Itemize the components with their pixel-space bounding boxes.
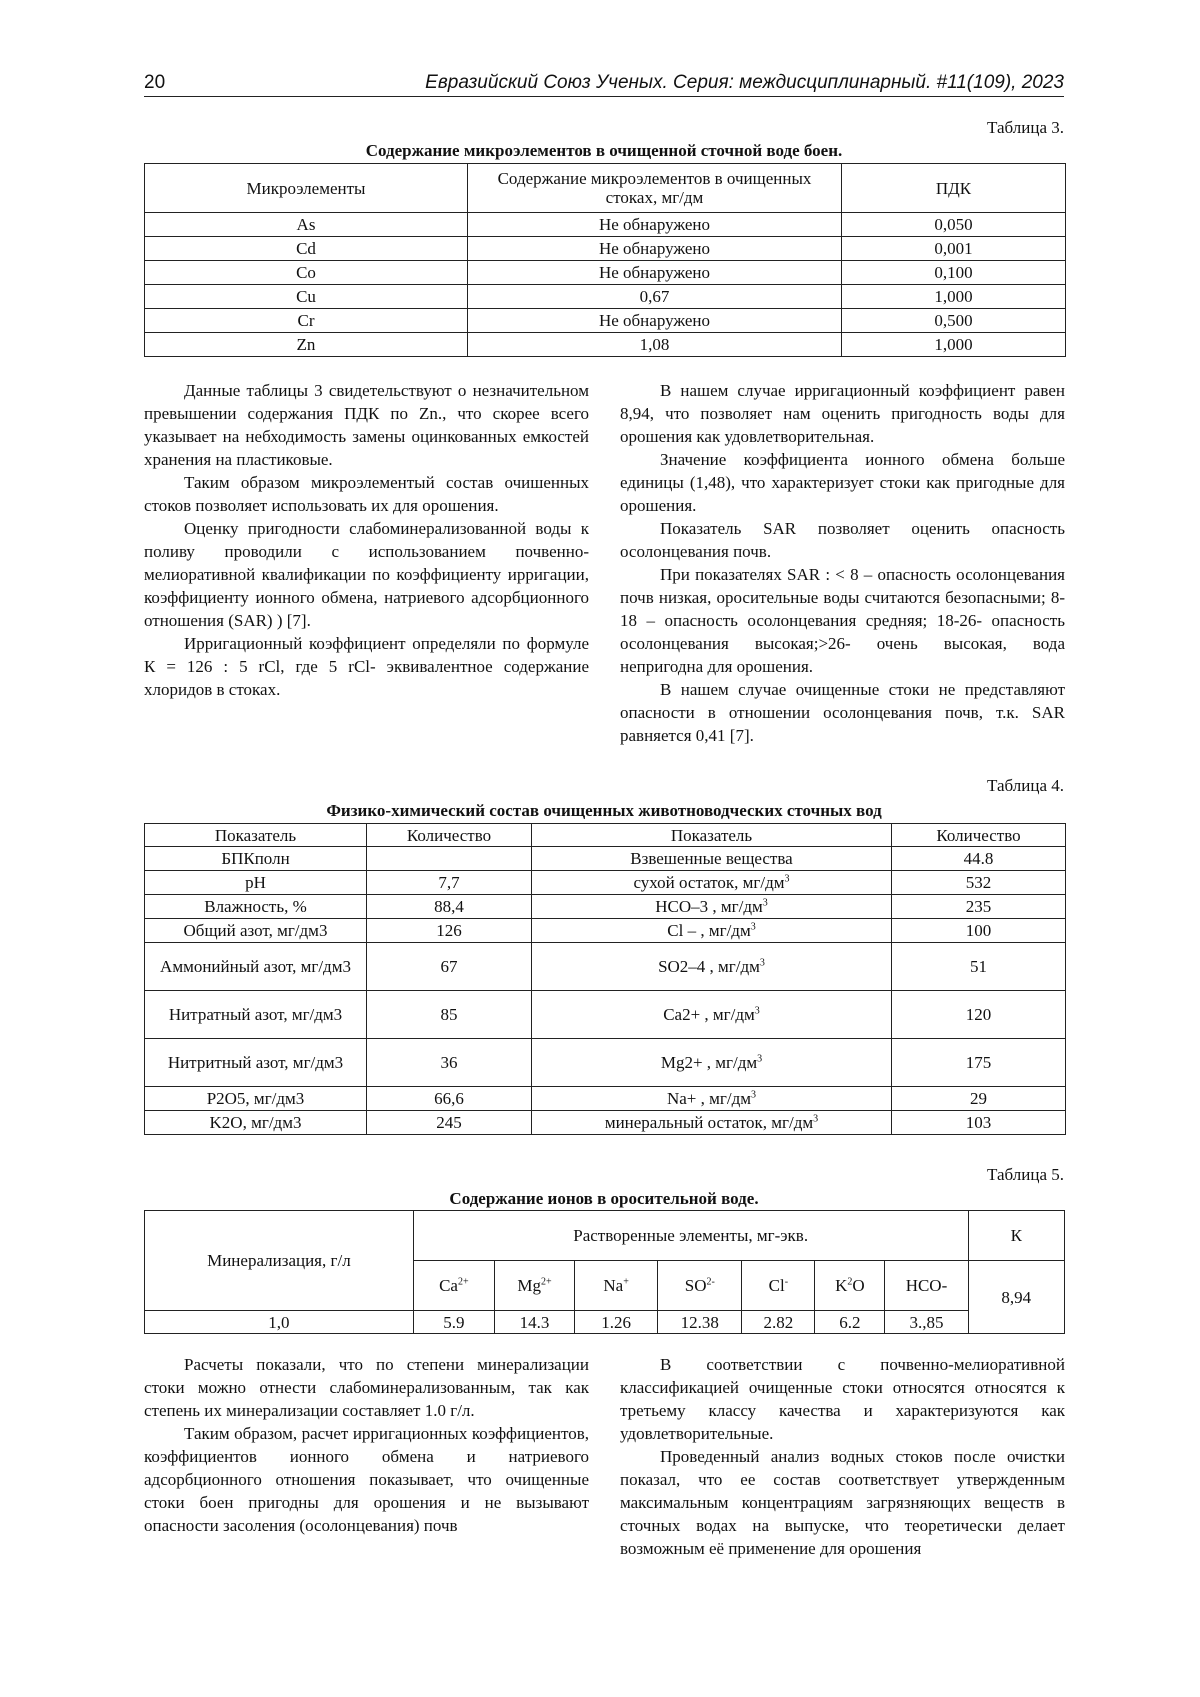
- paragraph: Ирригационный коэффициент определяли по формуле К = 126 : 5 rCl, где 5 rCl- эквивалентное содержание хлоридов в стоках.: [144, 634, 589, 699]
- indicator-name: SO2–4 ,: [658, 957, 714, 976]
- table3-title: Содержание микроэлементов в очищенной сточной воде боен.: [365, 141, 843, 160]
- table-cell: P2O5, мг/дм3: [145, 1087, 367, 1111]
- k-header: К: [968, 1211, 1064, 1261]
- table-cell: 1,000: [842, 333, 1066, 357]
- table-row: [145, 213, 1066, 237]
- table-row: [145, 309, 1066, 333]
- table5-header-row: [145, 1211, 1065, 1261]
- unit-exponent: 3: [754, 1005, 760, 1017]
- table-cell: As: [145, 213, 468, 237]
- table-row: [145, 285, 1066, 309]
- unit: мг/дм: [709, 1089, 752, 1108]
- running-header: [144, 70, 1064, 97]
- paragraph: В нашем случае ирригационный коэффициент равен 8,94, что позволяет нам оценить пригодность воды для орошения как удовлетворительная.: [620, 381, 1065, 446]
- table-cell: 6.2: [815, 1311, 885, 1334]
- table-cell: 1,08: [468, 333, 842, 357]
- table-row: [145, 1087, 1066, 1111]
- table-cell: 0,001: [842, 237, 1066, 261]
- ion-header: $K^2O$: [815, 1261, 885, 1311]
- table-row: [145, 847, 1066, 871]
- table5-caption: Таблица 5.: [987, 1165, 1064, 1184]
- table-cell: 0,67: [468, 285, 842, 309]
- unit-exponent: 3: [757, 1053, 763, 1065]
- table-row: [145, 895, 1066, 919]
- table-cell: 0,500: [842, 309, 1066, 333]
- unit-exponent: 3: [762, 897, 768, 909]
- unit-exponent: 3: [759, 957, 765, 969]
- table-cell: Взвешенные вещества: [532, 847, 892, 871]
- indicator-name: Na+ ,: [666, 1089, 705, 1108]
- table-cell: pH: [145, 871, 367, 895]
- table4-header-cell: Показатель: [145, 824, 367, 847]
- indicator-name: Cl – ,: [667, 921, 705, 940]
- table-cell: [532, 943, 892, 991]
- table-cell: [532, 1111, 892, 1135]
- table-cell: Аммонийный азот, мг/дм3: [145, 943, 367, 991]
- paragraph: В соответствии с почвенно-мелиоративной классификацией очищенные стоки относятся относятся к третьему классу качества и характеризуются как удовлетворительные.: [620, 1355, 1065, 1443]
- table3-caption: Таблица 3.: [987, 118, 1064, 137]
- table-cell: 88,4: [367, 895, 532, 919]
- indicator-name: сухой остаток,: [633, 873, 739, 892]
- unit: мг/дм: [742, 873, 785, 892]
- table-cell: Cd: [145, 237, 468, 261]
- indicator-name: Mg2+ ,: [660, 1053, 712, 1072]
- mineralization-header: Минерализация, г/л: [145, 1211, 414, 1311]
- table-cell: Нитритный азот, мг/дм3: [145, 1039, 367, 1087]
- table-row: [145, 1039, 1066, 1087]
- table-cell: БПКполн: [145, 847, 367, 871]
- table-row: [145, 1111, 1066, 1135]
- table-cell: Не обнаружено: [468, 213, 842, 237]
- table-row: [145, 943, 1066, 991]
- indicator-name: HCO–3 ,: [655, 897, 717, 916]
- unit: мг/дм: [712, 1005, 755, 1024]
- table5-title: Содержание ионов в оросительной воде.: [449, 1189, 759, 1208]
- table-cell: [532, 919, 892, 943]
- table-cell: Zn: [145, 333, 468, 357]
- table-cell: 245: [367, 1111, 532, 1135]
- table-row: [145, 871, 1066, 895]
- table-cell: [532, 895, 892, 919]
- table-cell: Не обнаружено: [468, 309, 842, 333]
- text2-right-column: [620, 1353, 1065, 1560]
- table4-caption: Таблица 4.: [987, 776, 1064, 795]
- paragraph: В нашем случае очищенные стоки не представляют опасности в отношении осолонцевания почв, т.к. SAR равняется 0,41 [7].: [620, 680, 1065, 745]
- text1-left-column: [144, 379, 589, 701]
- table-cell: [532, 1039, 892, 1087]
- table-cell: 85: [367, 991, 532, 1039]
- ion-header: Cl-: [742, 1261, 815, 1311]
- table-cell: 175: [892, 1039, 1066, 1087]
- table-cell: 5.9: [413, 1311, 494, 1334]
- indicator-name: минеральный остаток,: [604, 1113, 768, 1132]
- table-cell: Cr: [145, 309, 468, 333]
- ion-header: HCO-: [885, 1261, 968, 1311]
- table-cell: 532: [892, 871, 1066, 895]
- indicator-name: Ca2+ ,: [663, 1005, 709, 1024]
- table-cell: 67: [367, 943, 532, 991]
- paragraph: При показателях SAR : < 8 – опасность осолонцевания почв низкая, оросительные воды считаются безопасными; 8-18 – опасность осолонцевания средняя; 18-26- опасность осолонцевания высокая;>26- очень высокая, вода непригодна для орошения.: [620, 565, 1065, 676]
- table4-header-cell: Показатель: [532, 824, 892, 847]
- table-row: [145, 237, 1066, 261]
- table3-header-cell: Микроэлементы: [145, 164, 468, 213]
- table-cell: 7,7: [367, 871, 532, 895]
- paragraph: Таким образом, расчет ирригационных коэффициентов, коэффициентов ионного обмена и натриевого адсорбционного отношения показывает, что очищенные стоки боен пригодны для орошения и не вызывают опасности засоления (осолонцевания) почв: [144, 1424, 589, 1535]
- table3-header-row: [145, 164, 1066, 213]
- table5: [144, 1210, 1065, 1334]
- table-cell: K2O, мг/дм3: [145, 1111, 367, 1135]
- table-cell: Co: [145, 261, 468, 285]
- table3-header-cell: Содержание микроэлементов в очищенных стоках, мг/дм: [468, 164, 842, 213]
- table-cell: 0,100: [842, 261, 1066, 285]
- paragraph: Данные таблицы 3 свидетельствуют о незначительном превышении содержания ПДК по Zn., что скорее всего указывает на небходимость замены оцинкованных емкостей хранения на пластиковые.: [144, 381, 589, 469]
- table-cell: Общий азот, мг/дм3: [145, 919, 367, 943]
- table-cell: Не обнаружено: [468, 261, 842, 285]
- table-cell: 51: [892, 943, 1066, 991]
- unit: мг/дм: [718, 957, 760, 976]
- table-row: [145, 333, 1066, 357]
- table-row: [145, 261, 1066, 285]
- table-cell: Не обнаружено: [468, 237, 842, 261]
- table3-header-cell: ПДК: [842, 164, 1066, 213]
- table-cell: 44.8: [892, 847, 1066, 871]
- table4-header-cell: Количество: [367, 824, 532, 847]
- unit: мг/дм: [720, 897, 763, 916]
- unit: мг/дм: [771, 1113, 814, 1132]
- table4-header-row: [145, 824, 1066, 847]
- table4-title: Физико-химический состав очищенных животноводческих сточных вод: [326, 801, 882, 820]
- table-cell: 29: [892, 1087, 1066, 1111]
- table-row: [145, 919, 1066, 943]
- table4-header-cell: Количество: [892, 824, 1066, 847]
- table-cell: 66,6: [367, 1087, 532, 1111]
- table-cell: Cu: [145, 285, 468, 309]
- unit: мг/дм: [708, 921, 751, 940]
- table-cell: 126: [367, 919, 532, 943]
- text2-left-column: [144, 1353, 589, 1537]
- ion-header: $SO^{2-}$: [658, 1261, 742, 1311]
- unit-exponent: 3: [813, 1113, 819, 1125]
- table-cell: Нитратный азот, мг/дм3: [145, 991, 367, 1039]
- table-cell: 120: [892, 991, 1066, 1039]
- ion-header: Na+: [575, 1261, 658, 1311]
- paragraph: Расчеты показали, что по степени минерализации стоки можно отнести слабоминерализованным, так как степень их минерализации составляет 1.0 г/л.: [144, 1355, 589, 1420]
- table-cell: Влажность, %: [145, 895, 367, 919]
- table-cell: 100: [892, 919, 1066, 943]
- table-cell: 36: [367, 1039, 532, 1087]
- ion-header: $Mg^{2+}$: [494, 1261, 574, 1311]
- table-cell: 12.38: [658, 1311, 742, 1334]
- paragraph: Значение коэффициента ионного обмена больше единицы (1,48), что характеризует стоки как пригодные для орошения.: [620, 450, 1065, 515]
- table-cell: 1.26: [575, 1311, 658, 1334]
- paragraph: Проведенный анализ водных стоков после очистки показал, что ее состав соответствует утвержденным максимальным концентрациям загрязняющих веществ в сточных водах на выпуске, что теоретически делает возможным её применение для орошения: [620, 1447, 1065, 1558]
- unit-exponent: 3: [784, 873, 790, 885]
- journal-title: Евразийский Союз Ученых. Серия: междисциплинарный. #11(109), 2023: [425, 72, 1064, 93]
- table-cell: 235: [892, 895, 1066, 919]
- table3: [144, 163, 1066, 357]
- ion-header: $Ca^{2+}$: [413, 1261, 494, 1311]
- table-cell: [367, 847, 532, 871]
- table-cell: 2.82: [742, 1311, 815, 1334]
- mineralization-value: 1,0: [145, 1311, 414, 1334]
- table-cell: 14.3: [494, 1311, 574, 1334]
- table-cell: [532, 1087, 892, 1111]
- paragraph: Показатель SAR позволяет оценить опасность осолонцевания почв.: [620, 519, 1065, 561]
- text1-right-column: [620, 379, 1065, 747]
- table-cell: [532, 871, 892, 895]
- unit: мг/дм: [715, 1053, 758, 1072]
- table-cell: 1,000: [842, 285, 1066, 309]
- table4: [144, 823, 1066, 1135]
- page-number: 20: [144, 72, 166, 93]
- paragraph: Оценку пригодности слабоминерализованной воды к поливу проводили с использованием почвенно-мелиоративной квалификации по коэффициенту ирригации, коэффициенту ионного обмена, натриевого адсорбционного отношения (SAR) ) [7].: [144, 519, 589, 630]
- table-row: [145, 1311, 1065, 1334]
- table-row: [145, 991, 1066, 1039]
- dissolved-elements-header: Растворенные элементы, мг-экв.: [413, 1211, 968, 1261]
- table-cell: [532, 991, 892, 1039]
- paragraph: Таким образом микроэлементый состав очишенных стоков позволяет использовать их для орошения.: [144, 473, 589, 515]
- unit-exponent: 3: [750, 921, 756, 933]
- unit-exponent: 3: [751, 1089, 757, 1101]
- table-cell: 103: [892, 1111, 1066, 1135]
- table-cell: 0,050: [842, 213, 1066, 237]
- k-value: 8,94: [968, 1261, 1064, 1334]
- table-cell: 3.,85: [885, 1311, 968, 1334]
